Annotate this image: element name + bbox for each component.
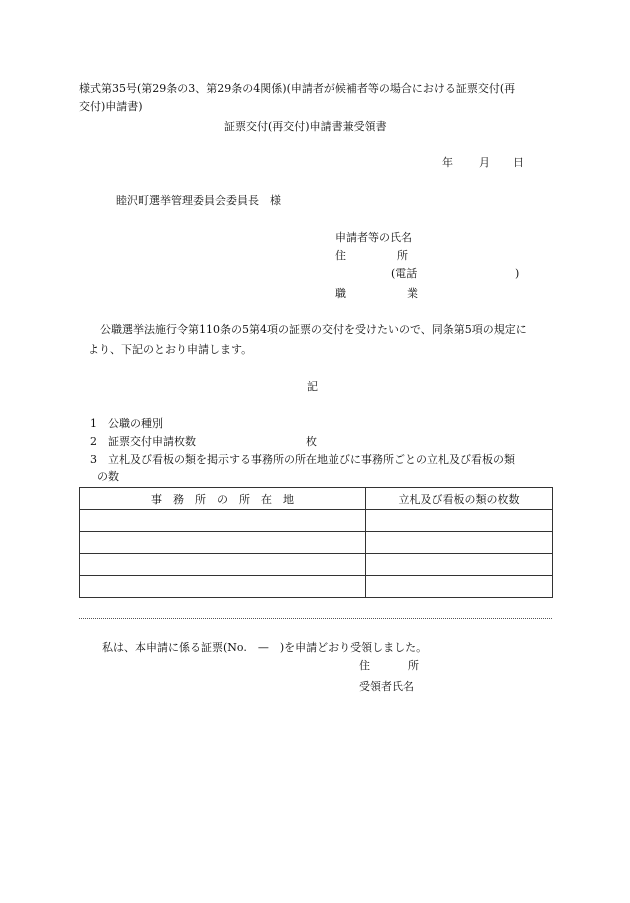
table-cell (366, 532, 553, 554)
body-line-2: より、下記のとおり申請します。 (88, 343, 253, 356)
applicant-occupation-label-1: 職 (335, 287, 346, 300)
form-number-line-2: 交付)申請書) (79, 100, 143, 113)
date-year-label: 年 (442, 156, 453, 169)
applicant-address-label-2: 所 (397, 249, 408, 262)
table-cell (366, 510, 553, 532)
table-cell (366, 576, 553, 598)
table-header-sign-count: 立札及び看板の類の枚数 (366, 488, 553, 510)
table-cell (80, 576, 366, 598)
office-table (79, 487, 553, 598)
table-cell (80, 554, 366, 576)
item-2-unit: 枚 (306, 435, 317, 448)
cut-line-divider (79, 618, 552, 619)
table-cell (366, 554, 553, 576)
receipt-address-label-1: 住 (359, 659, 370, 672)
applicant-occupation-label-2: 業 (407, 287, 418, 300)
phone-close-paren: ) (515, 267, 520, 280)
applicant-name-label: 申請者等の氏名 (335, 231, 412, 244)
receipt-address-label-2: 所 (408, 659, 419, 672)
table-row (80, 554, 553, 576)
item-3-line-1: 3 立札及び看板の類を掲示する事務所の所在地並びに事務所ごとの立札及び看板の類 (90, 453, 515, 466)
table-cell (80, 510, 366, 532)
table-cell (80, 532, 366, 554)
addressee: 睦沢町選挙管理委員会委員長 様 (116, 194, 281, 207)
receipt-statement: 私は、本申請に係る証票(No. — )を申請どおり受領しました。 (102, 641, 428, 654)
item-3-line-2: の数 (97, 470, 119, 483)
table-row (80, 576, 553, 598)
form-number-line-1: 様式第35号(第29条の3、第29条の4関係)(申請者が候補者等の場合における証票交付(再 (79, 82, 516, 95)
phone-open-label: (電話 (391, 267, 418, 280)
table-row (80, 510, 553, 532)
date-day-label: 日 (513, 156, 524, 169)
date-month-label: 月 (479, 156, 490, 169)
body-line-1: 公職選挙法施行令第110条の5第4項の証票の交付を受けたいので、同条第5項の規定に (100, 323, 527, 336)
table-header-office-location: 事 務 所 の 所 在 地 (80, 488, 366, 510)
receiver-name-label: 受領者氏名 (359, 680, 414, 693)
item-1: 1 公職の種別 (90, 417, 163, 430)
table-header-row (80, 488, 553, 510)
ki-heading: 記 (307, 380, 318, 393)
item-2: 2 証票交付申請枚数 (90, 435, 196, 448)
applicant-address-label-1: 住 (335, 249, 346, 262)
table-row (80, 532, 553, 554)
document-title: 証票交付(再交付)申請書兼受領書 (224, 120, 387, 133)
